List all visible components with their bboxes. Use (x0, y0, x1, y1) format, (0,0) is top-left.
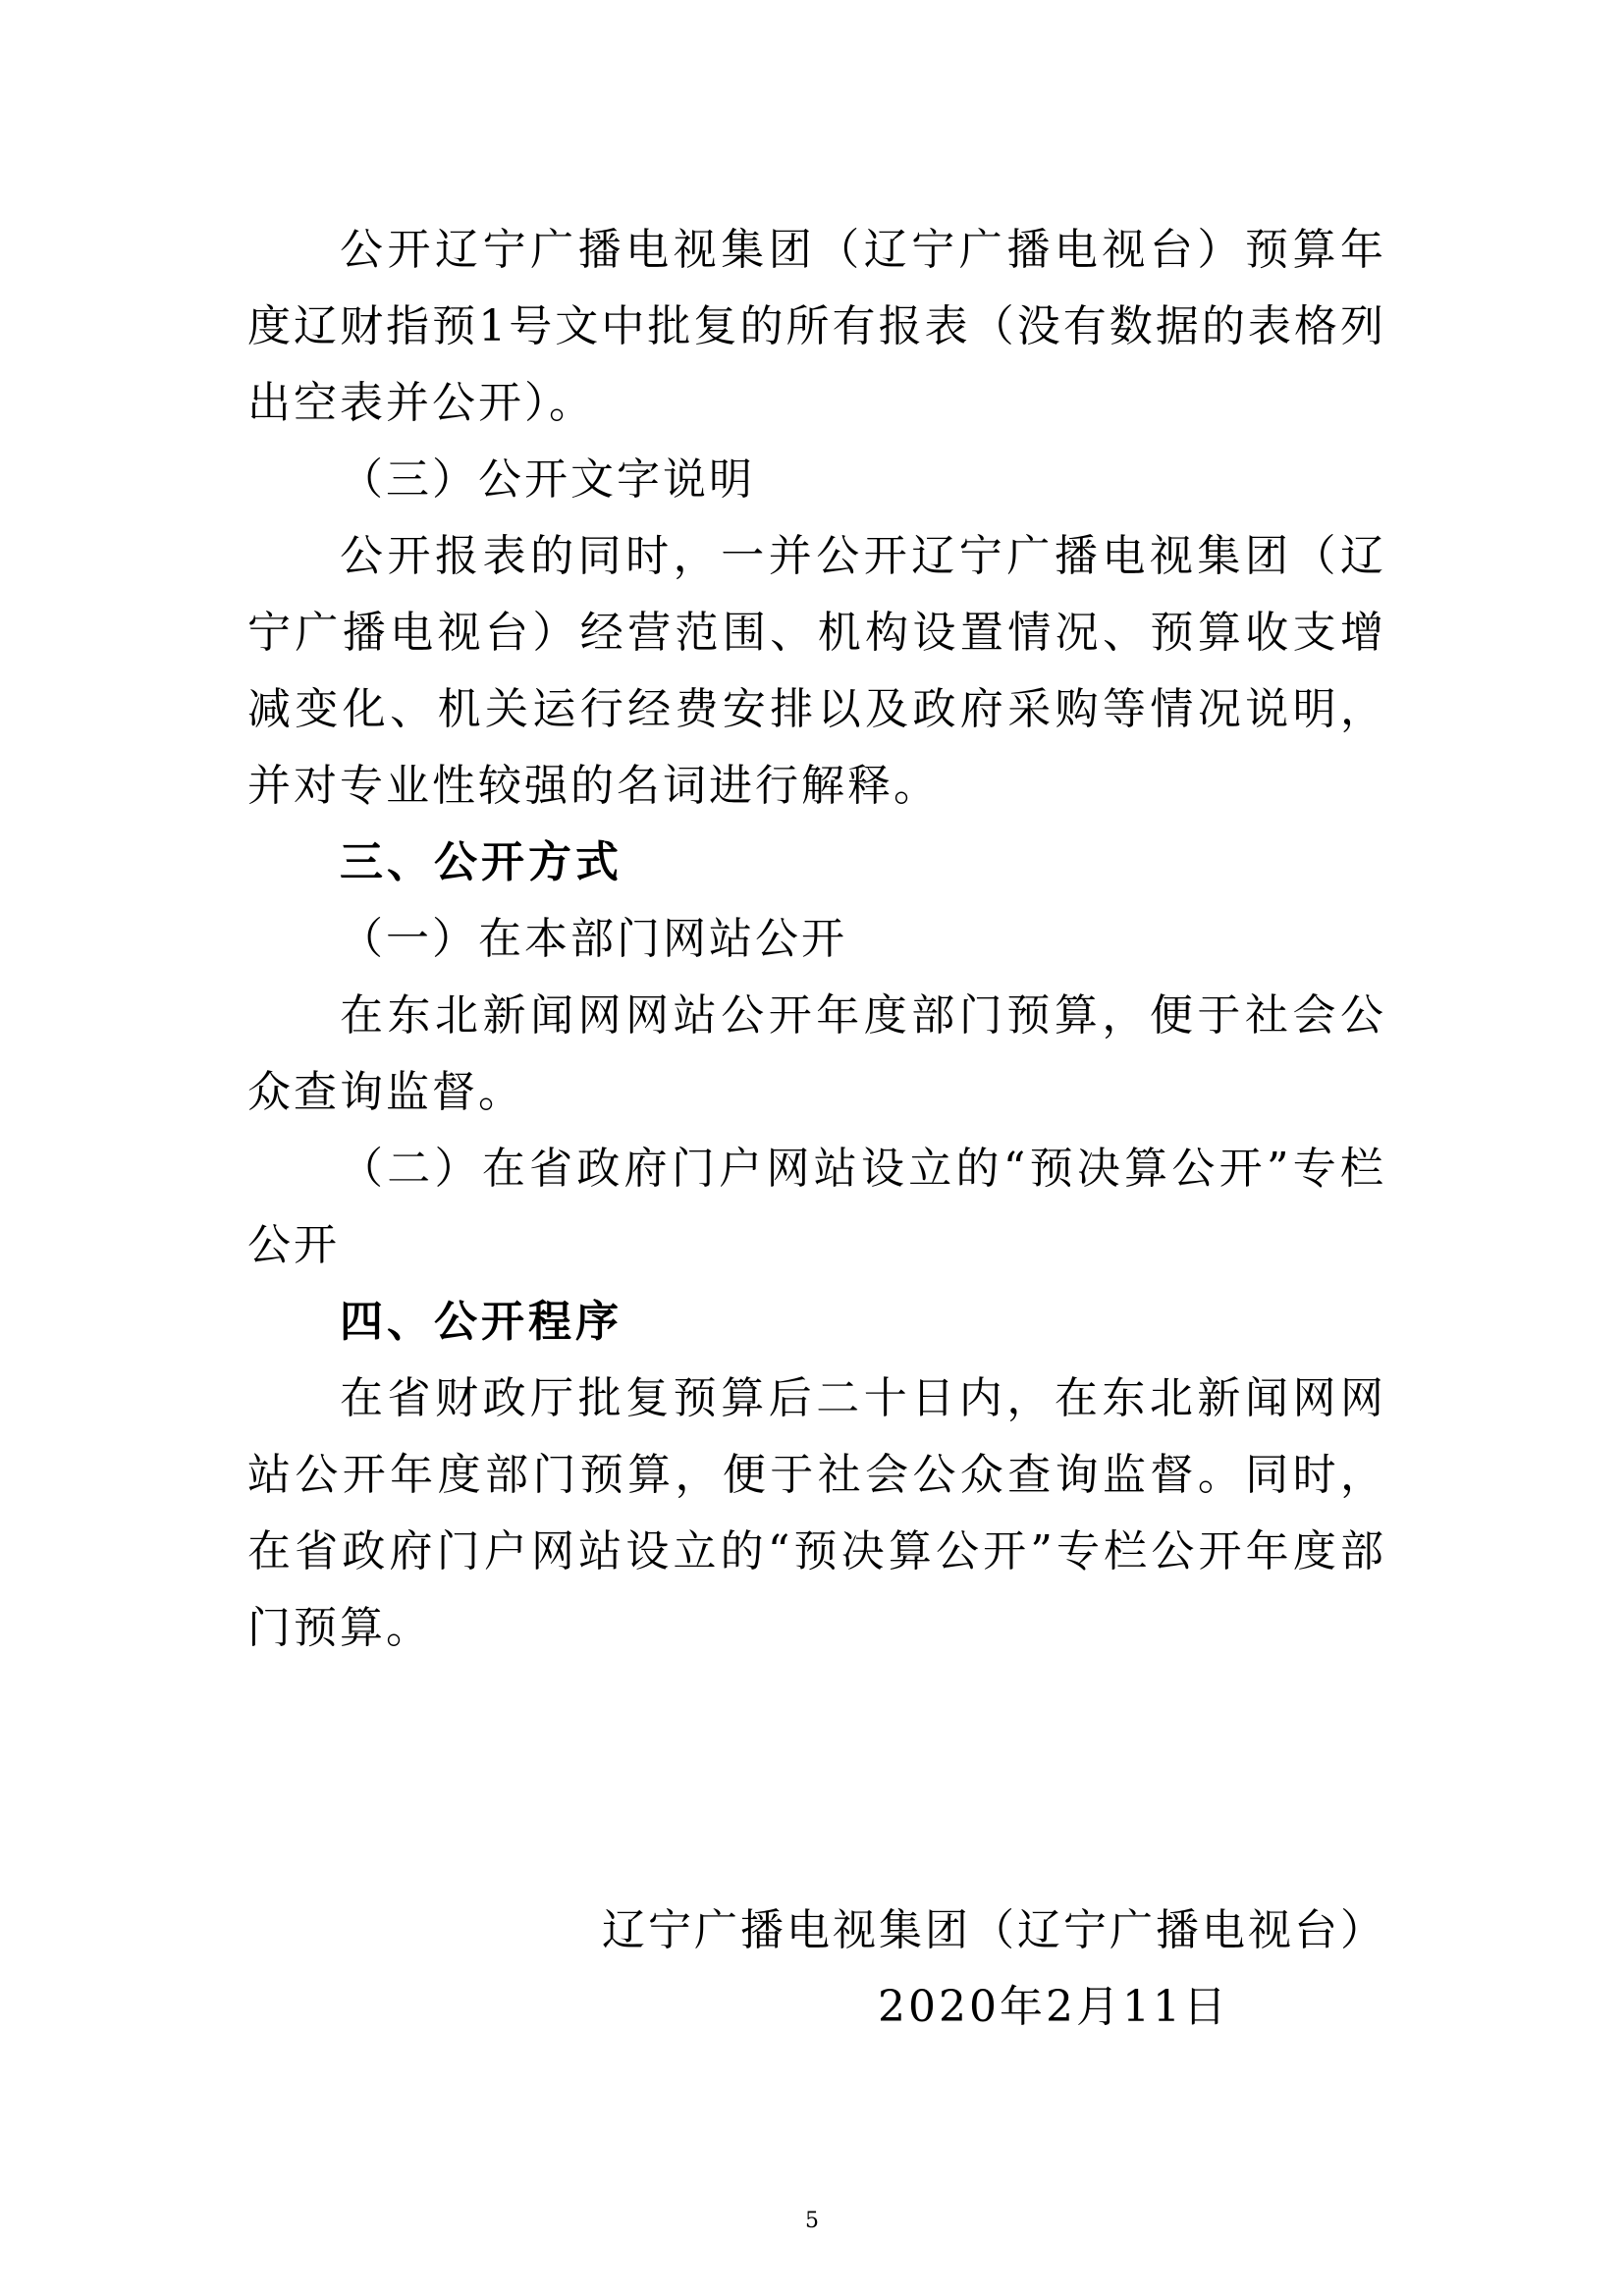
subheading: （三）公开文字说明 (340, 454, 755, 505)
document-body (247, 212, 1386, 1667)
section-heading: 三、公开方式 (340, 837, 623, 887)
signature-date: 2020年2月11日 (878, 1982, 1229, 2032)
paragraph: 在省财政厅批复预算后二十日内，在东北新闻网网站公开年度部门预算，便于社会公众查询监督。同时，在省政府门户网站设立的“预决算公开”专栏公开年度部门预算。 (247, 1373, 1386, 1653)
paragraph: 公开辽宁广播电视集团（辽宁广播电视台）预算年度辽财指预1号文中批复的所有报表（没有数据的表格列出空表并公开）。 (247, 225, 1386, 428)
page-number: 5 (805, 2209, 819, 2233)
paragraph: 在东北新闻网网站公开年度部门预算，便于社会公众查询监督。 (247, 990, 1386, 1117)
subheading: （二）在省政府门户网站设立的“预决算公开”专栏公开 (247, 1144, 1386, 1270)
subheading: （一）在本部门网站公开 (340, 914, 847, 964)
signature-organization: 辽宁广播电视集团（辽宁广播电视台） (602, 1905, 1386, 1955)
section-heading: 四、公开程序 (340, 1297, 623, 1347)
paragraph: 公开报表的同时，一并公开辽宁广播电视集团（辽宁广播电视台）经营范围、机构设置情况、预算收支增减变化、机关运行经费安排以及政府采购等情况说明，并对专业性较强的名词进行解释。 (247, 531, 1386, 811)
signature-block (602, 1893, 1386, 2046)
